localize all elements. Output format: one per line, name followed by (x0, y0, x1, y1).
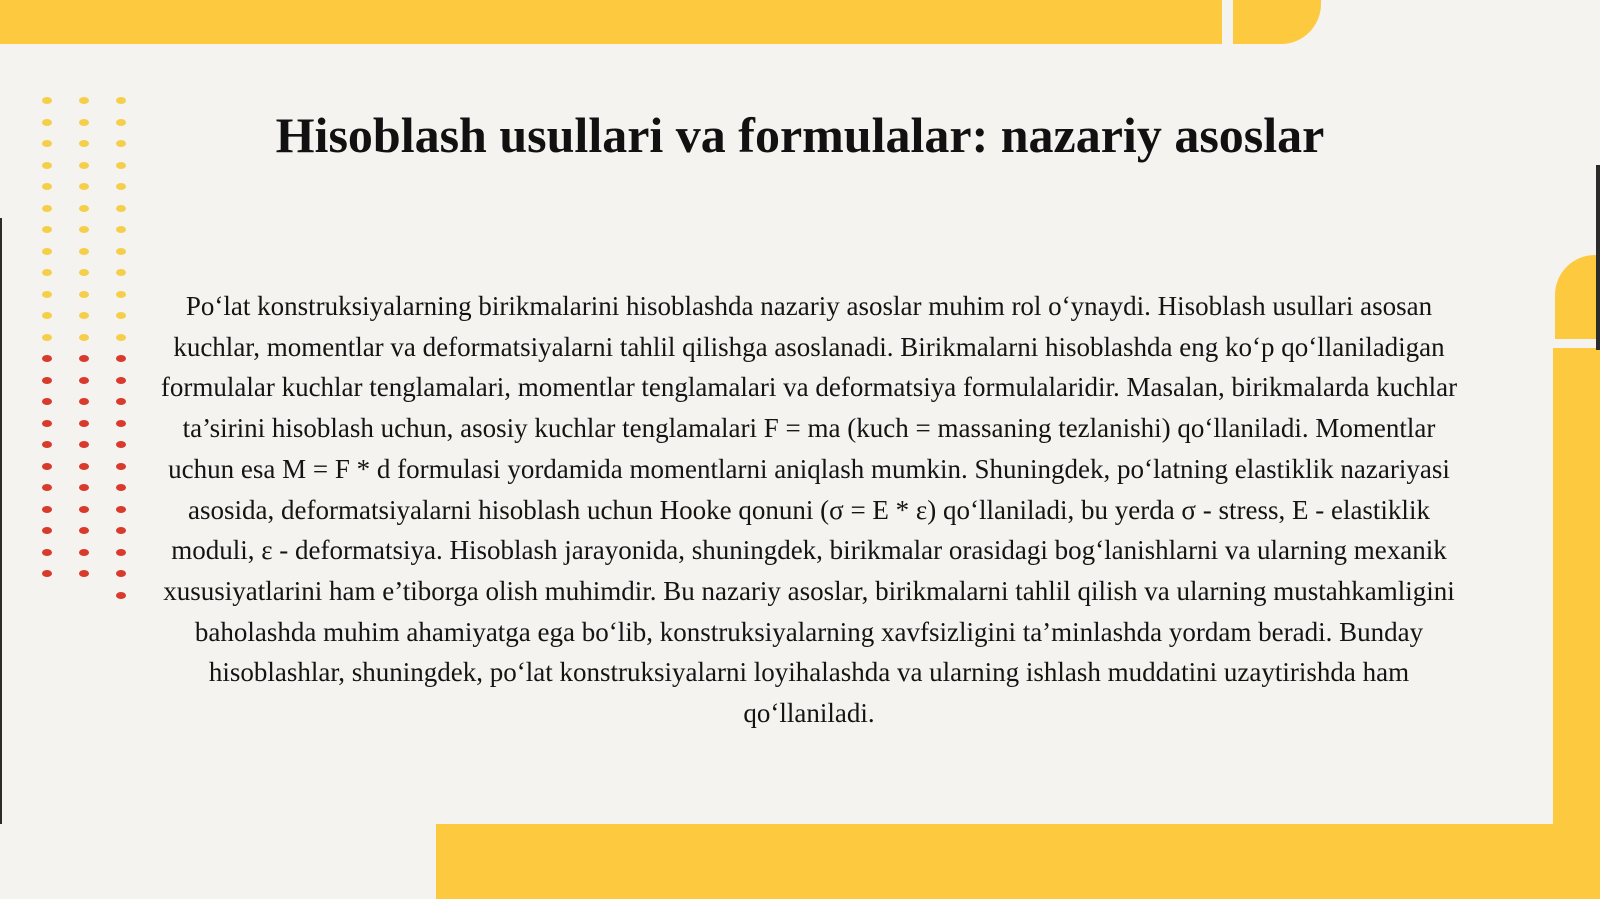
decorative-dot (79, 248, 89, 255)
right-accent-band (1553, 348, 1600, 824)
decorative-dot (42, 334, 52, 341)
bottom-accent-band (436, 824, 1600, 899)
decorative-dot (116, 441, 126, 448)
decorative-dot (116, 97, 126, 104)
decorative-dot (42, 312, 52, 319)
right-accent-cap (1555, 255, 1600, 339)
decorative-dot (42, 140, 52, 147)
decorative-dot (116, 420, 126, 427)
decorative-dot (42, 463, 52, 470)
decorative-dot (79, 484, 89, 491)
decorative-dot (79, 291, 89, 298)
slide-body-text: Po‘lat konstruksiyalarning birikmalarini hisoblashda nazariy asoslar muhim rol o‘ynaydi. Hisoblash usullari asosan kuchlar, momentlar va deformatsiyalarni tahlil qilishga asoslanadi. Birikmalarni hisoblashda eng ko‘p qo‘llaniladigan formulalar kuchlar tenglamalari, momentlar tenglamalari va deformatsiya formulalaridir. Masalan, birikmalarda kuchlar ta’sirini hisoblash uchun, asosiy kuchlar tenglamalari F = ma (kuch = massaning tezlanishi) qo‘llaniladi. Momentlar uchun esa M = F * d formulasi yordamida momentlarni aniqlash mumkin. Shuningdek, po‘latning elastiklik nazariyasi asosida, deformatsiyalarni hisoblash uchun Hooke qonuni (σ = E * ε) qo‘llaniladi, bu yerda σ - stress, E - elastiklik moduli, ε - deformatsiya. Hisoblash jarayonida, shuningdek, birikmalar orasidagi bog‘lanishlarni va ularning mexanik xususiyatlarini ham e’tiborga olish muhimdir. Bu nazariy asoslar, birikmalarni tahlil qilish va ularning mustahkamligini baholashda muhim ahamiyatga ega bo‘lib, konstruksiyalarning xavfsizligini ta’minlashda yordam beradi. Bunday hisoblashlar, shuningdek, po‘lat konstruksiyalarni loyihalashda va ularning ishlash muddatini uzaytirishda ham qo‘llaniladi. (160, 291, 1458, 729)
decorative-dot (79, 97, 89, 104)
decorative-dot (79, 463, 89, 470)
decorative-dot (42, 527, 52, 534)
decorative-dot (42, 119, 52, 126)
decorative-dot (79, 183, 89, 190)
decorative-dot (116, 269, 126, 276)
decorative-dot (79, 377, 89, 384)
decorative-dot (42, 484, 52, 491)
decorative-dot (116, 183, 126, 190)
decorative-dot (42, 549, 52, 556)
decorative-dot (116, 248, 126, 255)
slide-title: Hisoblash usullari va formulalar: nazariy asoslar (275, 107, 1325, 163)
decorative-dot (42, 248, 52, 255)
decorative-dot (116, 506, 126, 513)
decorative-dot (116, 570, 126, 577)
decorative-dot (116, 205, 126, 212)
decorative-dot (116, 312, 126, 319)
decorative-dot (42, 205, 52, 212)
decorative-dot (116, 377, 126, 384)
decorative-dot (42, 97, 52, 104)
top-accent-band (0, 0, 1222, 44)
decorative-dot (79, 527, 89, 534)
decorative-dot (79, 226, 89, 233)
decorative-dot (116, 355, 126, 362)
decorative-dot (116, 398, 126, 405)
decorative-dot (116, 549, 126, 556)
decorative-dot (42, 506, 52, 513)
decorative-dot (79, 398, 89, 405)
top-accent-tab (1233, 0, 1321, 44)
decorative-dot (116, 226, 126, 233)
decorative-dot (116, 334, 126, 341)
decorative-dot (79, 205, 89, 212)
decorative-dot (79, 334, 89, 341)
decorative-dot (79, 269, 89, 276)
decorative-dot (79, 420, 89, 427)
decorative-dot (116, 463, 126, 470)
decorative-dot (116, 119, 126, 126)
decorative-dot (116, 162, 126, 169)
decorative-dot (42, 441, 52, 448)
decorative-dot (116, 592, 126, 599)
decorative-dot (79, 162, 89, 169)
decorative-dot (42, 269, 52, 276)
decorative-dot (42, 377, 52, 384)
decorative-dot (42, 226, 52, 233)
decorative-dot (42, 398, 52, 405)
decorative-dot (79, 355, 89, 362)
decorative-dot (116, 140, 126, 147)
decorative-dot (116, 527, 126, 534)
decorative-dot (79, 570, 89, 577)
decorative-dot (42, 162, 52, 169)
decorative-dot (79, 441, 89, 448)
decorative-dot (79, 312, 89, 319)
decorative-dot (42, 183, 52, 190)
right-edge-line (1596, 165, 1600, 350)
decorative-dot (79, 549, 89, 556)
decorative-dot (42, 570, 52, 577)
decorative-dot (116, 484, 126, 491)
decorative-dot (42, 291, 52, 298)
decorative-dot-grid (42, 97, 132, 637)
decorative-dot (79, 140, 89, 147)
decorative-dot (79, 119, 89, 126)
decorative-dot (42, 420, 52, 427)
decorative-dot (79, 506, 89, 513)
decorative-dot (42, 355, 52, 362)
decorative-dot (116, 291, 126, 298)
left-edge-line (0, 218, 2, 824)
